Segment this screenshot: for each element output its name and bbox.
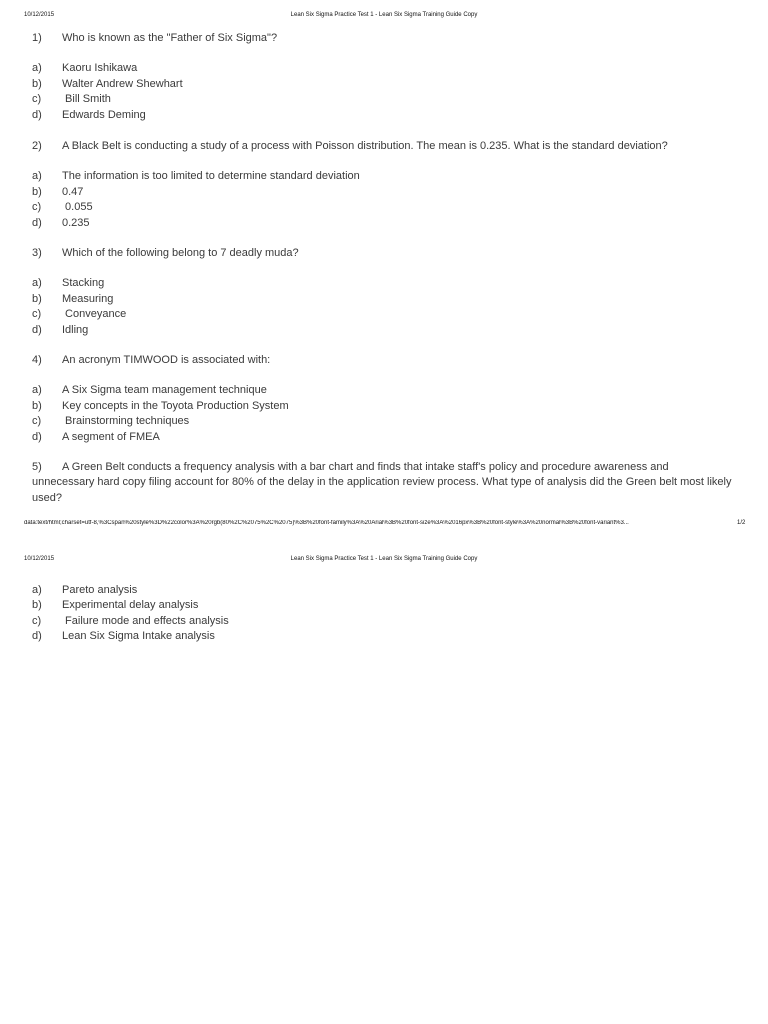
option-label: c) xyxy=(32,415,42,428)
option-label: d) xyxy=(32,216,42,229)
header-date: 10/12/2015 xyxy=(24,556,55,562)
answer-option xyxy=(32,92,732,107)
question-number: 5) xyxy=(32,461,42,473)
option-label: b) xyxy=(32,185,42,198)
answer-option xyxy=(32,185,732,200)
question-text: An acronym TIMWOOD is associated with: xyxy=(62,354,271,366)
answer-option xyxy=(32,292,732,307)
option-label: b) xyxy=(32,399,42,412)
answer-option xyxy=(32,614,732,629)
option-text: Pareto analysis xyxy=(62,584,138,596)
option-text: 0.47 xyxy=(62,185,84,198)
option-text: Failure mode and effects analysis xyxy=(62,614,229,627)
answer-option xyxy=(32,430,732,445)
answer-options xyxy=(32,169,732,231)
question-text: Who is known as the "Father of Six Sigma"? xyxy=(62,32,278,44)
answer-options xyxy=(32,61,732,123)
page-number: 1/2 xyxy=(737,520,746,526)
option-text: Walter Andrew Shewhart xyxy=(62,77,183,90)
option-label: b) xyxy=(32,292,42,305)
option-text: Measuring xyxy=(62,292,114,305)
option-text: Kaoru Ishikawa xyxy=(62,62,138,75)
option-label: a) xyxy=(32,277,42,290)
answer-option xyxy=(32,323,732,338)
option-text: A segment of FMEA xyxy=(62,430,160,443)
option-text: Idling xyxy=(62,323,89,336)
answer-option xyxy=(32,61,732,76)
header-date: 10/12/2015 xyxy=(24,12,55,18)
option-text: Lean Six Sigma Intake analysis xyxy=(62,630,215,643)
header-title: Lean Six Sigma Practice Test 1 - Lean Six Sigma Training Guide Copy xyxy=(290,12,478,18)
question-text-row xyxy=(32,139,732,154)
question-1 xyxy=(32,31,732,123)
question-number: 3) xyxy=(32,247,42,259)
question-4 xyxy=(32,353,732,445)
option-label: c) xyxy=(32,201,42,214)
option-label: d) xyxy=(32,430,42,443)
answer-option xyxy=(32,276,732,291)
answer-option xyxy=(32,77,732,92)
answer-option xyxy=(32,399,732,414)
option-text: 0.235 xyxy=(62,216,90,229)
option-text: Conveyance xyxy=(62,308,127,321)
answer-options xyxy=(32,276,732,338)
option-label: a) xyxy=(32,170,42,183)
option-text: The information is too limited to determine standard deviation xyxy=(62,170,360,183)
answer-option xyxy=(32,200,732,215)
option-label: a) xyxy=(32,384,42,397)
option-text: Brainstorming techniques xyxy=(62,415,190,428)
option-text: 0.055 xyxy=(62,201,93,214)
footer-url: data:text/html;charset=utf-8,%3Cspan%20style%3D%22color%3A%20rgb(80%2C%2075%2C%2075)%3B%20font-family%3A%20Arial%3B%20font-size%3A%2016px%3B%20font-style%3A%20normal%3B%20font-variant%3... xyxy=(24,520,629,526)
question-5 xyxy=(32,460,732,506)
option-text: Key concepts in the Toyota Production System xyxy=(62,399,289,412)
answer-option xyxy=(32,414,732,429)
answer-option xyxy=(32,598,732,613)
question-2 xyxy=(32,139,732,231)
answer-options xyxy=(32,383,732,445)
question-number: 2) xyxy=(32,140,42,152)
option-label: d) xyxy=(32,630,42,643)
option-label: c) xyxy=(32,614,42,627)
answer-option xyxy=(32,383,732,398)
question-text: A Green Belt conducts a frequency analysis with a bar chart and finds that intake staff's policy and procedure awareness and unnecessary hard copy filing account for 80% of the delay in the application review process. What type of analysis did the Green belt most likely used? xyxy=(32,461,732,504)
page-2-header xyxy=(0,556,768,568)
header-title: Lean Six Sigma Practice Test 1 - Lean Six Sigma Training Guide Copy xyxy=(290,556,478,562)
option-text: Stacking xyxy=(62,277,105,290)
question-text-row xyxy=(32,353,732,368)
answer-option xyxy=(32,629,732,644)
question-text-row xyxy=(32,460,732,506)
option-label: b) xyxy=(32,599,42,612)
option-label: b) xyxy=(32,77,42,90)
question-text-row xyxy=(32,246,732,261)
question-number: 1) xyxy=(32,32,42,44)
option-label: a) xyxy=(32,584,42,596)
option-label: d) xyxy=(32,323,42,336)
answer-option xyxy=(32,216,732,231)
option-label: d) xyxy=(32,108,42,121)
option-text: Edwards Deming xyxy=(62,108,146,121)
option-label: c) xyxy=(32,93,42,106)
answer-option xyxy=(32,583,732,598)
option-text: Experimental delay analysis xyxy=(62,599,199,612)
option-label: c) xyxy=(32,308,42,321)
question-number: 4) xyxy=(32,354,42,366)
question-3 xyxy=(32,246,732,338)
question-text: A Black Belt is conducting a study of a process with Poisson distribution. The mean is 0.235. What is the standard deviation? xyxy=(62,140,668,152)
question-5-options xyxy=(32,583,732,645)
option-text: A Six Sigma team management technique xyxy=(62,384,267,397)
answer-option xyxy=(32,169,732,184)
answer-option xyxy=(32,307,732,322)
page-header xyxy=(0,12,768,24)
answer-option xyxy=(32,108,732,123)
option-label: a) xyxy=(32,62,42,75)
page-footer xyxy=(0,520,768,532)
question-text: Which of the following belong to 7 deadly muda? xyxy=(62,247,299,259)
question-text-row xyxy=(32,31,732,46)
option-text: Bill Smith xyxy=(62,93,111,106)
